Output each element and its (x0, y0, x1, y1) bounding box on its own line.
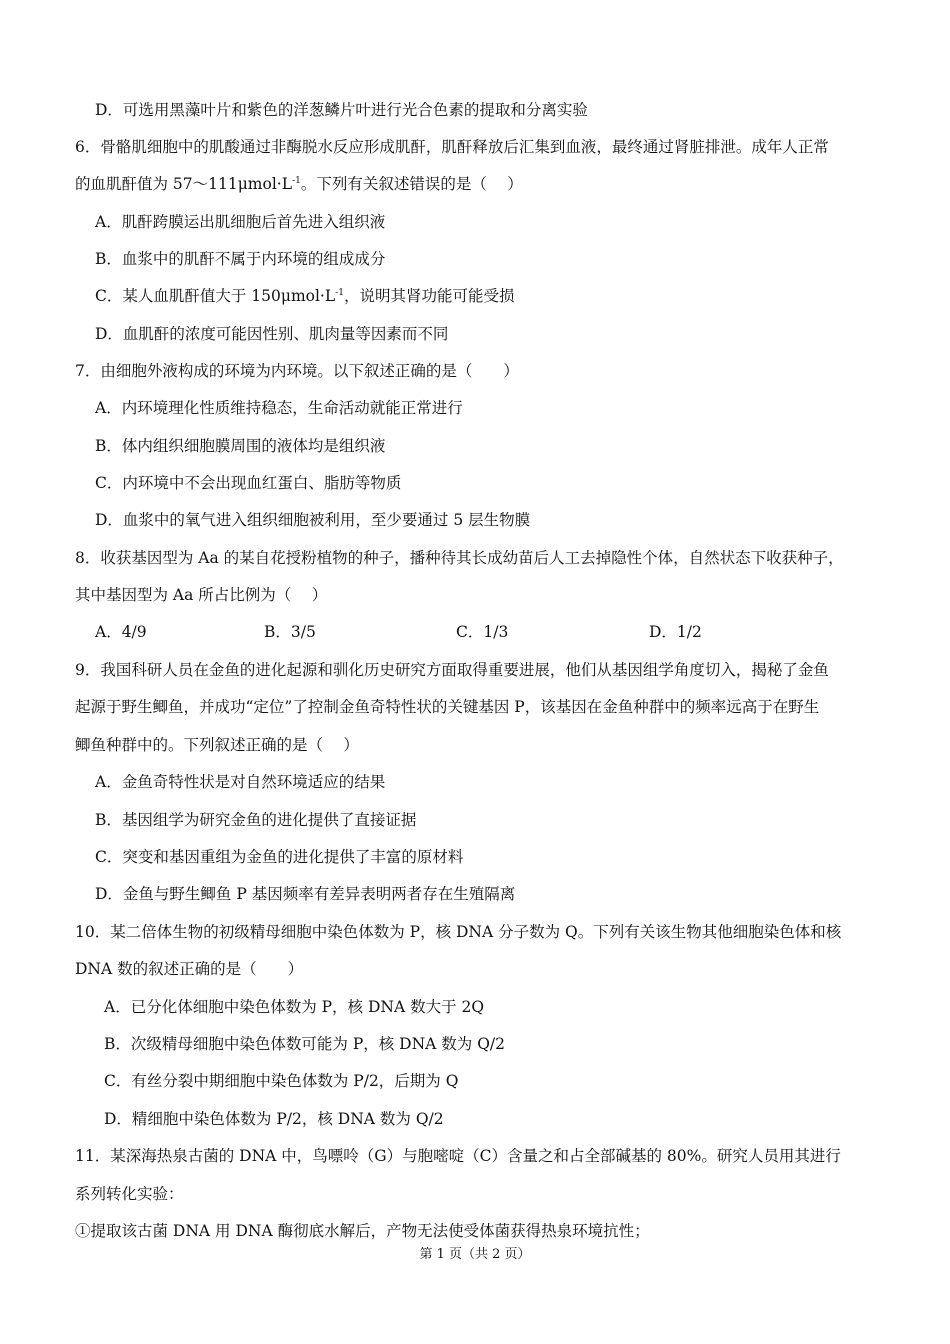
q11-item-1: ①提取该古菌 DNA 用 DNA 酶彻底水解后，产物无法使受体菌获得热泉环境抗性； (75, 1222, 650, 1240)
q10-stem-line2: DNA 数的叙述正确的是（ ） (75, 960, 304, 978)
q6-option-b: B．血浆中的肌酐不属于内环境的组成成分 (95, 250, 386, 268)
q6-option-a: A．肌酐跨膜运出肌细胞后首先进入组织液 (95, 213, 386, 231)
q6-stem-line1: 6．骨骼肌细胞中的肌酸通过非酶脱水反应形成肌酐，肌酐释放后汇集到血液，最终通过肾脏排泄。成年人正常 (75, 138, 829, 156)
q8-option-b: B．3/5 (264, 623, 316, 641)
q10-option-a: A．已分化体细胞中染色体数为 P，核 DNA 数大于 2Q (104, 998, 485, 1016)
q7-option-c: C．内环境中不会出现血红蛋白、脂肪等物质 (95, 474, 402, 492)
q8-option-c: C．1/3 (456, 623, 509, 641)
q11-stem-line1: 11．某深海热泉古菌的 DNA 中，鸟嘌呤（G）与胞嘧啶（C）含量之和占全部碱基的 80%。研究人员用其进行 (75, 1147, 841, 1165)
q9-option-d: D．金鱼与野生鲫鱼 P 基因频率有差异表明两者存在生殖隔离 (95, 885, 516, 903)
q10-option-b: B．次级精母细胞中染色体数可能为 P，核 DNA 数为 Q/2 (104, 1035, 506, 1053)
q10-option-d: D．精细胞中染色体数为 P/2，核 DNA 数为 Q/2 (104, 1110, 444, 1128)
q9-option-c: C．突变和基因重组为金鱼的进化提供了丰富的原材料 (95, 848, 464, 866)
q8-option-a: A．4/9 (95, 623, 147, 641)
q8-stem-line1: 8．收获基因型为 Aa 的某自花授粉植物的种子，播种待其长成幼苗后人工去掉隐性个体，自然状态下收获种子， (75, 549, 844, 567)
q6-stem-line2: 的血肌酐值为 $57\sim 111\mu mol\cdot L^{-1}$。下列有关叙述错误的是（ ） (75, 175, 523, 193)
q8-option-d: D．1/2 (649, 623, 702, 641)
q7-option-d: D．血浆中的氧气进入组织细胞被利用，至少要通过 5 层生物膜 (95, 511, 531, 529)
q7-option-b: B．体内组织细胞膜周围的液体均是组织液 (95, 437, 386, 455)
q5-option-d: D．可选用黑藻叶片和紫色的洋葱鳞片叶进行光合色素的提取和分离实验 (95, 101, 588, 119)
q9-stem-line3: 鲫鱼种群中的。下列叙述正确的是（ ） (75, 736, 359, 754)
q7-stem: 7．由细胞外液构成的环境为内环境。以下叙述正确的是（ ） (75, 362, 519, 380)
q8-stem-line2: 其中基因型为 Aa 所占比例为（ ） (75, 586, 328, 604)
q11-stem-line2: 系列转化实验： (75, 1185, 184, 1203)
q7-option-a: A．内环境理化性质维持稳态，生命活动就能正常进行 (95, 399, 463, 417)
q10-stem-line1: 10．某二倍体生物的初级精母细胞中染色体数为 P，核 DNA 分子数为 Q。下列有关该生物其他细胞染色体和核 (75, 923, 842, 941)
q6-option-d: D．血肌酐的浓度可能因性别、肌肉量等因素而不同 (95, 325, 449, 343)
q9-stem-line1: 9．我国科研人员在金鱼的进化起源和驯化历史研究方面取得重要进展，他们从基因组学角度切入，揭秘了金鱼 (75, 661, 829, 679)
q10-option-c: C．有丝分裂中期细胞中染色体数为 P/2，后期为 Q (104, 1072, 459, 1090)
q6-option-c: C．某人血肌酐值大于 $150\mu mol\cdot L^{-1}$，说明其肾功能可能受损 (95, 287, 515, 305)
q9-option-b: B．基因组学为研究金鱼的进化提供了直接证据 (95, 811, 417, 829)
q9-option-a: A．金鱼奇特性状是对自然环境适应的结果 (95, 773, 386, 791)
q9-stem-line2: 起源于野生鲫鱼，并成功“定位”了控制金鱼奇特性状的关键基因 P，该基因在金鱼种群中的频率远高于在野生 (75, 698, 820, 716)
page-footer: 第 1 页（共 2 页） (419, 1247, 531, 1262)
